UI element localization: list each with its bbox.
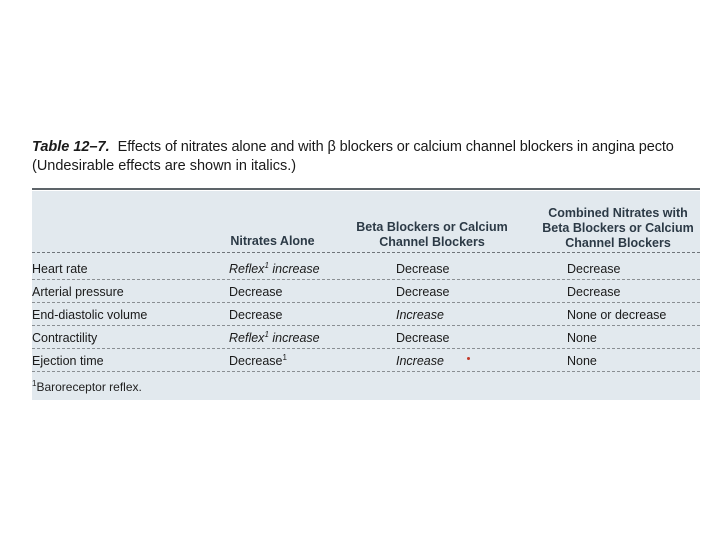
table-caption [32,138,720,176]
nitrates-cell [229,354,287,368]
row-label: Heart rate [32,262,88,276]
row-label: Ejection time [32,354,104,368]
nitrates-value: Reflex [229,262,265,276]
print-speck [467,357,470,360]
header-beta-line2: Channel Blockers [379,235,485,249]
combined-cell: None [567,331,597,345]
footnote-ref: 1 [264,260,269,270]
table-title: Effects of nitrates alone and with β blockers or calcium channel blockers in angina pecto [117,139,674,155]
footnote-ref: 1 [282,352,287,362]
nitrates-value: Decrease [229,354,283,368]
nitrates-value-tail: increase [268,331,320,345]
header-beta-line1: Beta Blockers or Calcium [356,220,508,234]
table-footnote [32,380,142,394]
header-combined [538,206,698,251]
header-comb-line2: Beta Blockers or Calcium [542,221,694,235]
nitrates-value-tail: increase [268,262,320,276]
header-nitrates-label: Nitrates Alone [230,234,315,248]
nitrates-cell: Decrease [229,308,283,322]
table-row [32,257,700,280]
row-label: End-diastolic volume [32,308,148,322]
footnote-ref: 1 [264,329,269,339]
nitrates-value: Reflex [229,331,265,345]
nitrates-cell: Decrease [229,285,283,299]
footnote-text: Baroreceptor reflex. [36,380,142,394]
table-note: (Undesirable effects are shown in italics.) [32,158,297,174]
table-row [32,326,700,349]
header-rule [32,252,700,254]
beta-cell: Increase [396,354,444,368]
table-number: Table 12–7. [32,139,110,155]
combined-cell: Decrease [567,262,621,276]
nitrates-cell [229,262,320,276]
table-row [32,303,700,326]
beta-cell: Increase [396,308,444,322]
combined-cell: None or decrease [567,308,667,322]
header-beta-blockers [352,220,512,250]
beta-cell: Decrease [396,331,450,345]
combined-cell: None [567,354,597,368]
beta-cell: Decrease [396,285,450,299]
beta-cell: Decrease [396,262,450,276]
combined-cell: Decrease [567,285,621,299]
table-row [32,280,700,303]
row-label: Arterial pressure [32,285,124,299]
nitrates-cell [229,331,320,345]
table-row [32,349,700,372]
footnote-mark: 1 [32,379,37,388]
header-comb-line1: Combined Nitrates with [548,206,688,220]
header-nitrates-alone [210,234,335,249]
row-label: Contractility [32,331,98,345]
header-comb-line3: Channel Blockers [565,236,671,250]
table-top-rule [32,188,700,190]
